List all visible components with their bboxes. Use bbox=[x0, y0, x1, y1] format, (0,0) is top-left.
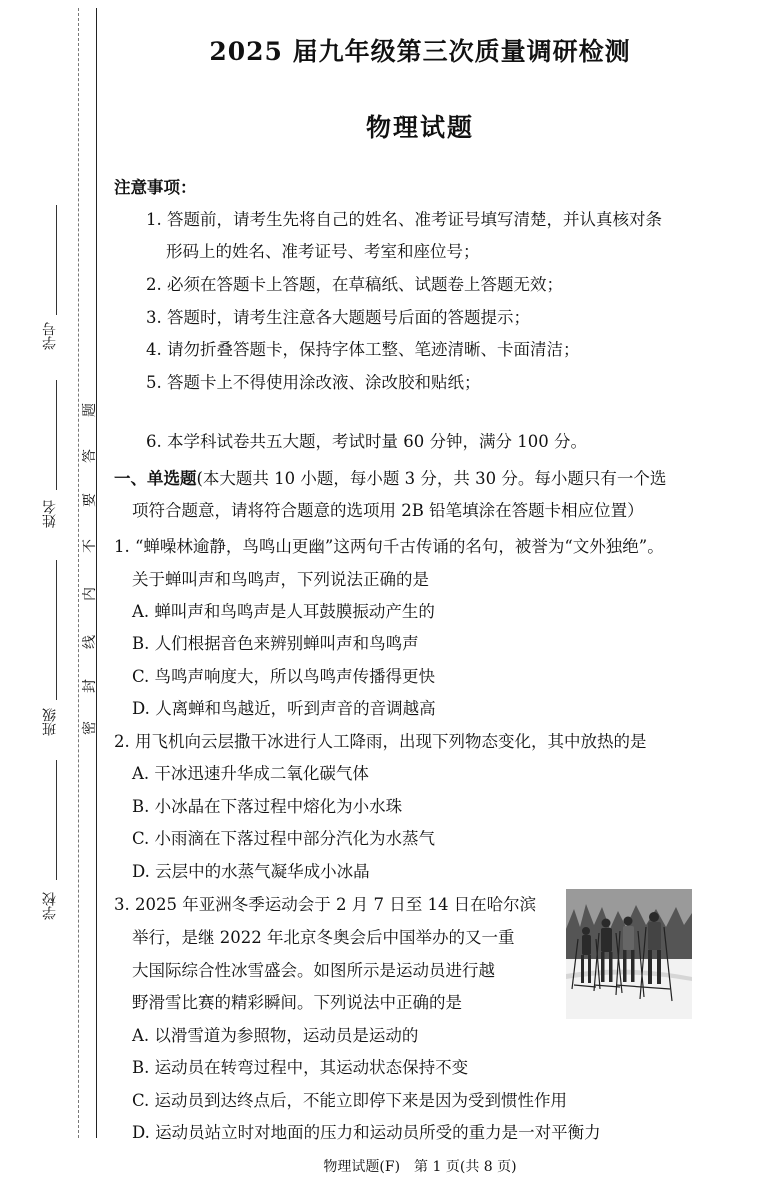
q1-option-a: A. 蝉叫声和鸟鸣声是人耳鼓膜振动产生的 bbox=[132, 602, 435, 621]
notes-item: 5. 答题卡上不得使用涂改液、涂改胶和贴纸； bbox=[146, 373, 481, 392]
exam-title: 2025 届九年级第三次质量调研检测 bbox=[209, 37, 631, 66]
page-footer: 物理试题(F) 第 1 页(共 8 页) bbox=[323, 1159, 517, 1175]
seal-char: 密 bbox=[82, 721, 98, 735]
q3-option-b: B. 运动员在转弯过程中，其运动状态保持不变 bbox=[132, 1058, 469, 1077]
binding-margin bbox=[0, 0, 100, 1191]
seal-char: 线 bbox=[82, 635, 98, 649]
seal-char: 封 bbox=[82, 679, 98, 693]
subject-title: 物理试题 bbox=[365, 113, 474, 142]
notes-item: 形码上的姓名、准考证号、考室和座位号； bbox=[166, 242, 480, 261]
seal-char: 要 bbox=[82, 493, 98, 507]
q1-stem-cont: 关于蝉叫声和鸟鸣声，下列说法正确的是 bbox=[132, 570, 429, 589]
school-label: 学校 bbox=[42, 892, 58, 920]
student-id-field-line bbox=[56, 205, 58, 315]
name-field-line bbox=[56, 380, 58, 490]
q1-stem: 1. “蝉噪林逾静，鸟鸣山更幽”这两句千古传诵的名句，被誉为“文外独绝”。 bbox=[114, 537, 664, 556]
student-id-label: 学号 bbox=[42, 322, 58, 350]
q2-option-c: C. 小雨滴在下落过程中部分汽化为水蒸气 bbox=[132, 829, 436, 848]
q2-option-b: B. 小冰晶在下落过程中熔化为小水珠 bbox=[132, 797, 403, 816]
q3-stem-cont: 野滑雪比赛的精彩瞬间。下列说法中正确的是 bbox=[132, 993, 462, 1012]
seal-char: 答 bbox=[82, 449, 98, 463]
class-field-line bbox=[56, 560, 58, 700]
q1-option-c: C. 鸟鸣声响度大，所以鸟鸣声传播得更快 bbox=[132, 667, 436, 686]
notes-item: 1. 答题前，请考生先将自己的姓名、准考证号填写清楚，并认真核对条 bbox=[146, 210, 662, 229]
q3-stem-cont: 大国际综合性冰雪盛会。如图所示是运动员进行越 bbox=[132, 961, 495, 980]
notes-item: 3. 答题时，请考生注意各大题题号后面的答题提示； bbox=[146, 308, 530, 327]
q3-stem: 3. 2025 年亚洲冬季运动会于 2 月 7 日至 14 日在哈尔滨 bbox=[114, 895, 537, 914]
section-instruction-cont: 项符合题意，请将符合题意的选项用 2B 铅笔填涂在答题卡相应位置） bbox=[132, 501, 644, 520]
q2-option-a: A. 干冰迅速升华成二氧化碳气体 bbox=[132, 764, 369, 783]
margin-border-line bbox=[96, 8, 97, 1138]
section-heading bbox=[114, 465, 666, 489]
q2-stem: 2. 用飞机向云层撒干冰进行人工降雨，出现下列物态变化，其中放热的是 bbox=[114, 732, 647, 751]
notes-item: 4. 请勿折叠答题卡，保持字体工整、笔迹清晰、卡面清洁； bbox=[146, 340, 580, 359]
section-title: 一、单选题 bbox=[114, 469, 197, 488]
q3-option-c: C. 运动员到达终点后，不能立即停下来是因为受到惯性作用 bbox=[132, 1091, 568, 1110]
name-label: 姓名 bbox=[42, 500, 58, 528]
skiers-illustration bbox=[566, 889, 692, 1019]
notes-heading: 注意事项： bbox=[114, 178, 197, 197]
dashed-cut-line bbox=[78, 8, 79, 1138]
q3-option-d: D. 运动员站立时对地面的压力和运动员所受的重力是一对平衡力 bbox=[132, 1123, 601, 1142]
q1-option-b: B. 人们根据音色来辨别蝉叫声和鸟鸣声 bbox=[132, 634, 419, 653]
q3-option-a: A. 以滑雪道为参照物，运动员是运动的 bbox=[132, 1026, 419, 1045]
q3-stem-cont: 举行，是继 2022 年北京冬奥会后中国举办的又一重 bbox=[132, 928, 515, 947]
notes-item: 6. 本学科试卷共五大题，考试时量 60 分钟，满分 100 分。 bbox=[146, 432, 587, 451]
seal-char: 题 bbox=[82, 403, 98, 417]
q2-option-d: D. 云层中的水蒸气凝华成小冰晶 bbox=[132, 862, 370, 881]
section-instruction: (本大题共 10 小题，每小题 3 分，共 30 分。每小题只有一个选 bbox=[196, 469, 667, 488]
seal-char: 不 bbox=[82, 539, 98, 553]
notes-item: 2. 必须在答题卡上答题，在草稿纸、试题卷上答题无效； bbox=[146, 275, 563, 294]
seal-char: 内 bbox=[82, 587, 98, 601]
skiing-photo bbox=[566, 889, 692, 1019]
school-field-line bbox=[56, 760, 58, 880]
q1-option-d: D. 人离蝉和鸟越近，听到声音的音调越高 bbox=[132, 699, 436, 718]
class-label: 班级 bbox=[42, 708, 58, 736]
